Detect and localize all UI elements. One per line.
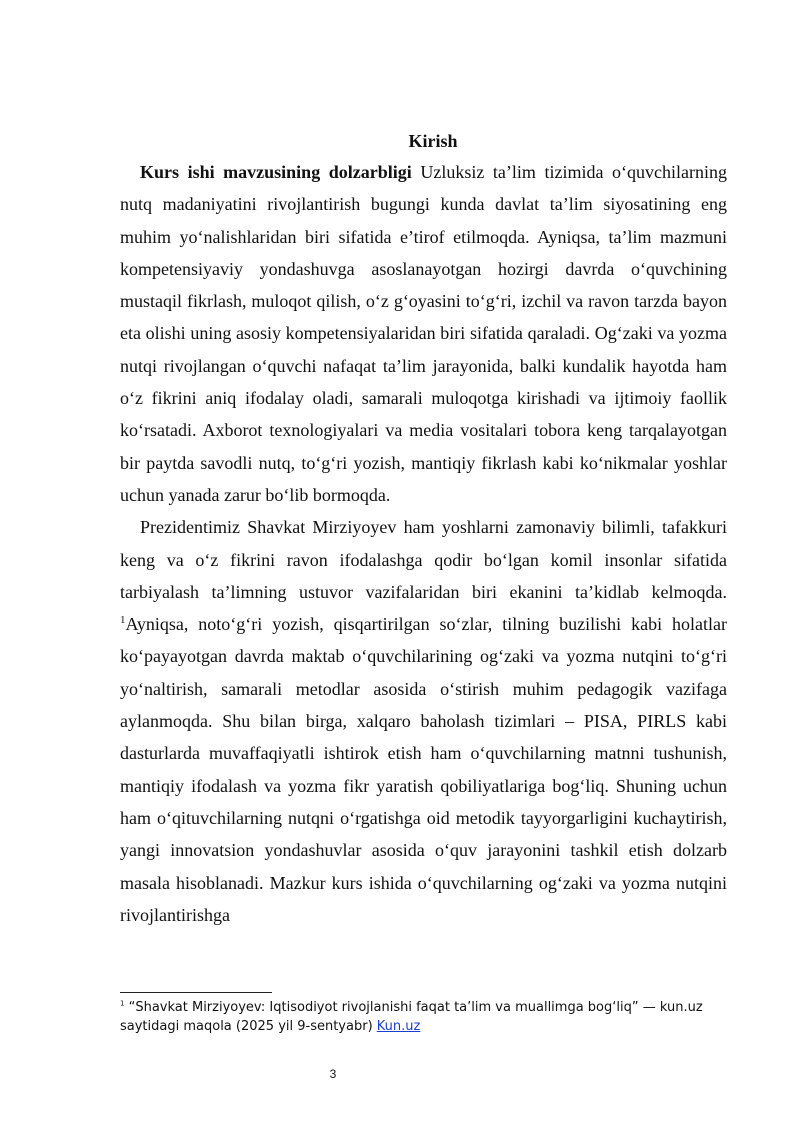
- paragraph-text: Uzluksiz ta’lim tizimida o‘quvchilarning nutq madaniyatini rivojlantirish bugungi kunda davlat ta’lim siyosatining eng muhim yo‘nalishlaridan biri sifatida e’tirof etilmoqda. Ayniqsa, ta’lim mazmuni kompetensiyaviy yondashuvga asoslanayotgan hozirgi davrda o‘quvchining mustaqil fikrlash, muloqot qilish, o‘z g‘oyasini to‘g‘ri, izchil va ravon tarzda bayon eta olishi uning asosiy kompetensiyalaridan biri sifatida qaraladi. Og‘zaki va yozma nutqi rivojlangan o‘quvchi nafaqat ta’lim jarayonida, balki kundalik hayotda ham o‘z fikrini aniq ifodalay oladi, samarali muloqotga kirishadi va ijtimoiy faollik ko‘rsatadi. Axborot texnologiyalari va media vositalari tobora keng tarqalayotgan bir paytda savodli nutq, to‘g‘ri yozish, mantiqiy fikrlash kabi ko‘nikmalar yoshlar uchun yanada zarur bo‘lib bormoqda.: [120, 162, 727, 505]
- paragraph-text: Prezidentimiz Shavkat Mirziyoyev ham yoshlarni zamonaviy bilimli, tafakkuri keng va o‘z fikrini ravon ifodalashga qodir bo‘lgan komil insonlar sifatida tarbiyalash ta’limning ustuvor vazifalaridan biri ekanini ta’kidlab kelmoqda.: [120, 517, 727, 602]
- footnote-link[interactable]: Kun.uz: [376, 1019, 421, 1034]
- footnote-text: “Shavkat Mirziyoyev: Iqtisodiyot rivojlanishi faqat ta’lim va muallimga bog‘liq” — kun.uz saytidagi maqola (2025 yil 9-sentyabr): [120, 1000, 703, 1034]
- body-text: [120, 156, 727, 931]
- page-number: 3: [329, 1067, 337, 1081]
- footnote-marker: 1: [120, 999, 125, 1008]
- paragraph-president: [120, 511, 727, 931]
- paragraph-text: Ayniqsa, noto‘g‘ri yozish, qisqartirilgan so‘zlar, tilning buzilishi kabi holatlar ko‘payayotgan davrda maktab o‘quvchilarining og‘zaki va yozma nutqini to‘g‘ri yo‘naltirish, samarali metodlar asosida o‘stirish muhim pedagogik vazifaga aylanmoqda. Shu bilan birga, xalqaro baholash tizimlari – PISA, PIRLS kabi dasturlarda muvaffaqiyatli ishtirok etish ham o‘quvchilarning matnni tushunish, mantiqiy ifodalash va yozma fikr yaratish qobiliyatlariga bog‘liq. Shuning uchun ham o‘qituvchilarning nutqni o‘rgatishga oid metodik tayyorgarligini kuchaytirish, yangi innovatsion yondashuvlar asosida o‘quv jarayonini tashkil etish dolzarb masala hisoblanadi. Mazkur kurs ishida o‘quvchilarning og‘zaki va yozma nutqini rivojlantirishga: [120, 614, 727, 925]
- paragraph-lead: Kurs ishi mavzusining dolzarbligi: [140, 162, 412, 182]
- paragraph-relevance: [120, 156, 727, 511]
- footnote-reference[interactable]: 1: [120, 614, 126, 627]
- footnote-divider: [120, 992, 272, 993]
- footnote: [120, 998, 727, 1036]
- section-heading: Kirish: [408, 131, 458, 151]
